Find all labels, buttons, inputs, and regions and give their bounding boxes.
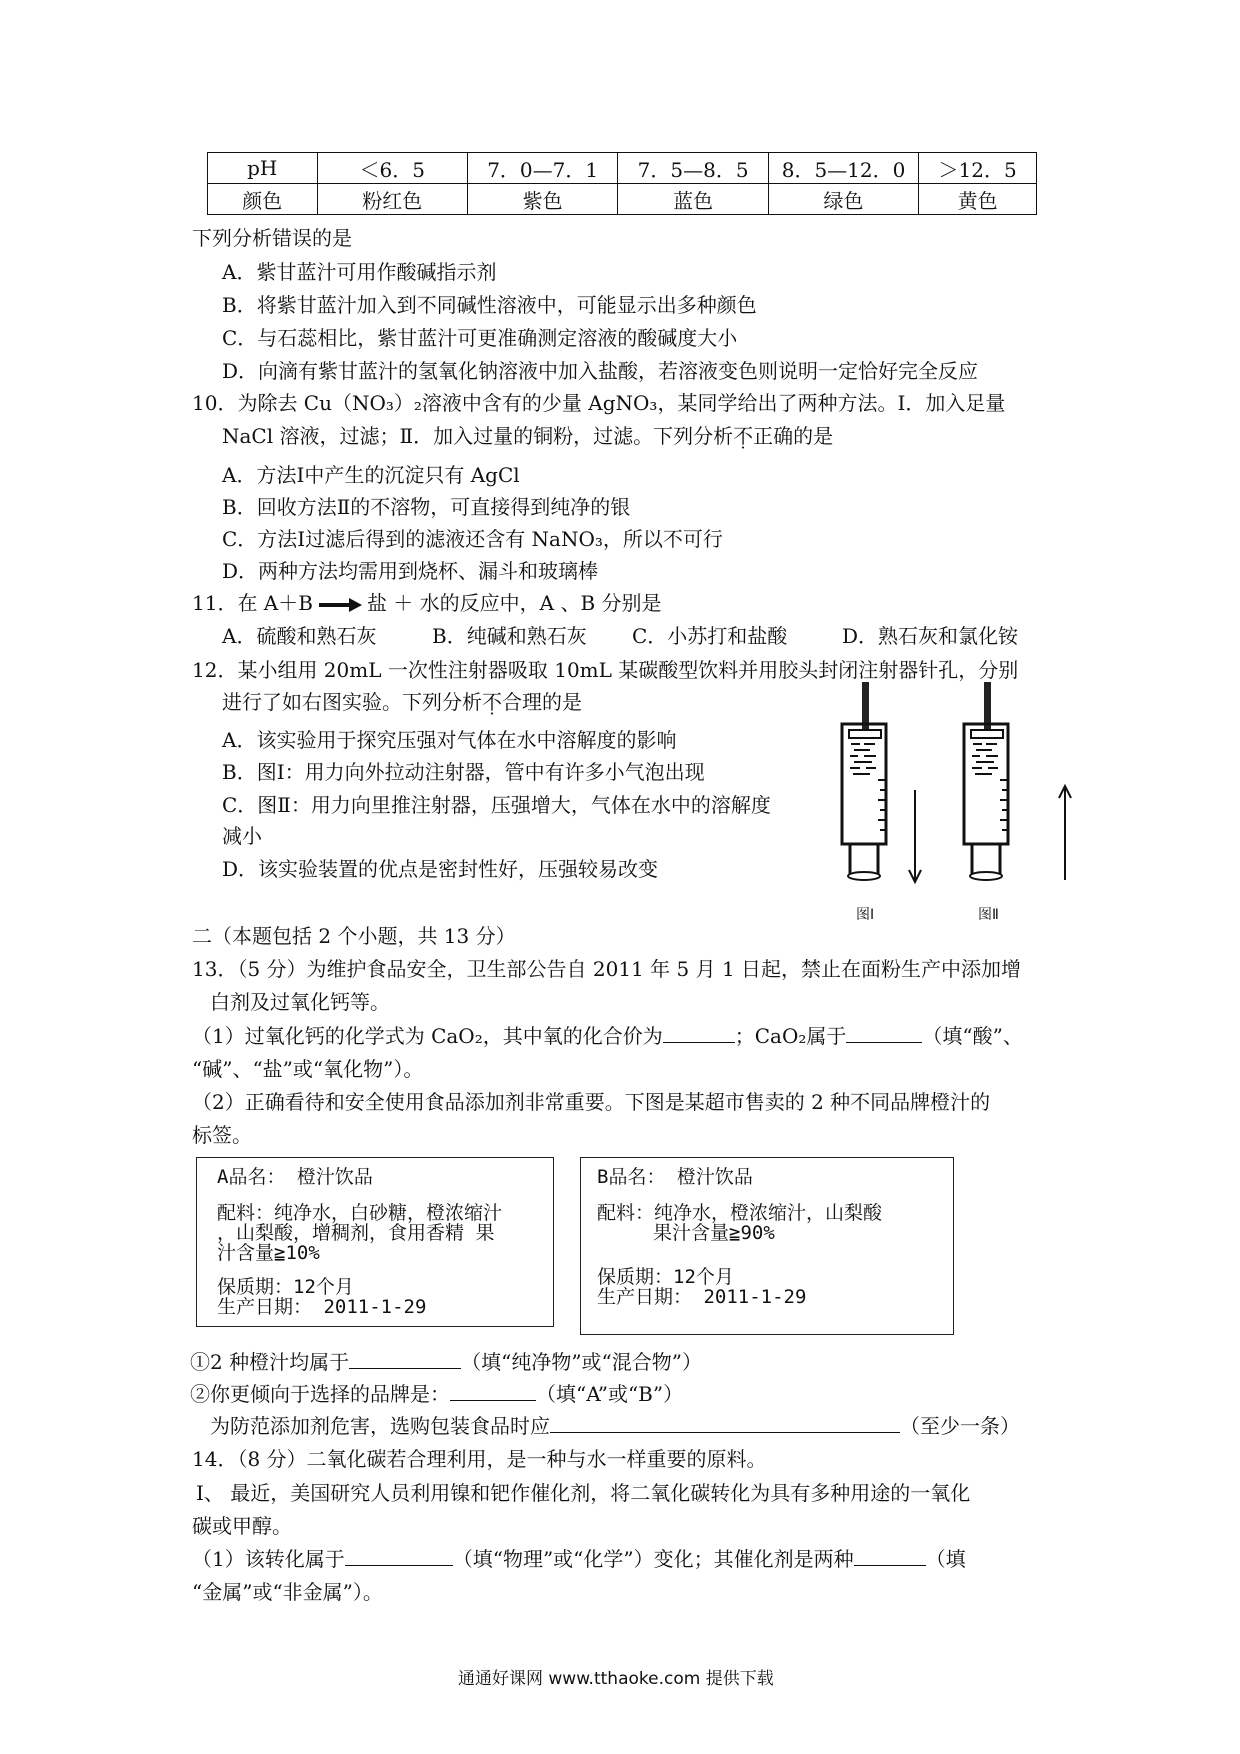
q13-part1-line2: “碱”、“盐”或“氧化物”）。 [192, 1057, 424, 1081]
q9-option-d: D．向滴有紫甘蓝汁的氢氧化钠溶液中加入盐酸，若溶液变色则说明一定恰好完全反应 [222, 359, 979, 383]
table-cell: 紫色 [467, 184, 617, 215]
label-b-ingredients-1: 配料：纯净水，橙浓缩汁，山梨酸 [597, 1202, 883, 1224]
q12-option-d: D．该实验装置的优点是密封性好，压强较易改变 [222, 857, 659, 881]
answer-blank[interactable] [450, 1382, 536, 1401]
answer-blank[interactable] [550, 1414, 900, 1433]
q11-option-a: A．硫酸和熟石灰 [222, 624, 377, 648]
q12-emphasis: 不 [482, 690, 502, 714]
q12-stem-text: 合理的是 [502, 690, 582, 714]
q13-text: （至少一条） [900, 1414, 1020, 1438]
q13-text: （填“酸”、 [922, 1024, 1023, 1048]
answer-blank[interactable] [345, 1547, 453, 1566]
table-cell: 7．5—8．5 [618, 153, 768, 184]
q10-stem-line2 [222, 420, 833, 449]
q10-option-d: D．两种方法均需用到烧杯、漏斗和玻璃棒 [222, 559, 599, 583]
ph-color-table [207, 152, 1037, 215]
q9-option-c: C．与石蕊相比，紫甘蓝汁可更准确测定溶液的酸碱度大小 [222, 326, 738, 350]
table-cell: ＞12．5 [919, 153, 1037, 184]
orange-juice-label-b [580, 1157, 954, 1335]
figure-2-caption: 图Ⅱ [978, 907, 999, 923]
q13-text: ②你更倾向于选择的品牌是： [190, 1382, 450, 1406]
page-footer: 通通好课网 www.tthaoke.com 提供下载 [458, 1669, 774, 1689]
q14-sub1-line2: “金属”或“非金属”）。 [192, 1580, 383, 1604]
table-cell: 颜色 [208, 184, 318, 215]
answer-blank[interactable] [854, 1547, 926, 1566]
label-b-name: B品名： 橙汁饮品 [597, 1166, 753, 1188]
q12-option-c-line2: 减小 [222, 824, 262, 848]
q13-text: （1）过氧化钙的化学式为 CaO₂，其中氧的化合价为 [192, 1024, 663, 1048]
q10-stem-line1: 10．为除去 Cu（NO₃）₂溶液中含有的少量 AgNO₃，某同学给出了两种方法。Ⅰ．加入足量 [192, 391, 1006, 415]
label-a-ingredients-2: ，山梨酸，增稠剂，食用香精 果 [217, 1222, 495, 1244]
q13-part2-line1: （2）正确看待和安全使用食品添加剂非常重要。下图是某超市售卖的 2 种不同品牌橙汁的 [192, 1090, 991, 1114]
q13-stem-line2: 白剂及过氧化钙等。 [210, 990, 390, 1014]
q13-sub2 [190, 1378, 683, 1407]
table-cell: pH [208, 153, 318, 184]
q11-stem-text: 盐 ＋ 水的反应中，A 、B 分别是 [366, 591, 662, 615]
q9-option-b: B．将紫甘蓝汁加入到不同碱性溶液中，可能显示出多种颜色 [222, 293, 757, 317]
q14-text: （填 [925, 1547, 966, 1571]
q13-text: （填“纯净物”或“混合物”） [461, 1350, 702, 1374]
q12-stem-line2 [222, 686, 582, 715]
label-a-shelf-life: 保质期：12个月 [217, 1276, 354, 1298]
q11-stem [192, 587, 662, 616]
q14-sub1 [192, 1543, 966, 1572]
label-a-ingredients-1: 配料：纯净水，白砂糖，橙浓缩汁 [217, 1202, 503, 1224]
syringe-1-icon [842, 682, 886, 880]
table-cell: 粉红色 [317, 184, 467, 215]
table-cell: 8．5—12．0 [768, 153, 918, 184]
arrow-down-icon [909, 790, 921, 882]
q10-option-a: A．方法Ⅰ中产生的沉淀只有 AgCl [222, 463, 520, 487]
syringe-figure [820, 680, 1090, 890]
q13-text: （填“A”或“B”） [536, 1382, 684, 1406]
q13-part1 [192, 1020, 1023, 1049]
answer-blank[interactable] [846, 1024, 922, 1043]
q11-stem-text: 11．在 A＋B [192, 591, 313, 615]
q14-text: （1）该转化属于 [192, 1547, 345, 1571]
table-row [208, 184, 1037, 215]
q10-emphasis: 不 [733, 424, 754, 448]
q12-stem-text: 进行了如右图实验。下列分析 [222, 690, 482, 714]
table-cell: 绿色 [768, 184, 918, 215]
answer-blank[interactable] [663, 1024, 735, 1043]
arrow-up-icon [1059, 786, 1071, 880]
q13-text: ；CaO₂属于 [734, 1024, 847, 1048]
label-b-ingredients-2: 果汁含量≧90% [653, 1222, 775, 1244]
orange-juice-label-a [196, 1157, 554, 1327]
q13-sub3 [210, 1410, 1020, 1439]
label-b-shelf-life: 保质期：12个月 [597, 1266, 734, 1288]
q13-sub1 [190, 1346, 702, 1375]
q10-stem-text: NaCl 溶液，过滤；Ⅱ．加入过量的铜粉，过滤。下列分析 [222, 424, 734, 448]
table-cell: 黄色 [919, 184, 1037, 215]
table-row [208, 153, 1037, 184]
q14-stem: 14．（8 分）二氧化碳若合理利用，是一种与水一样重要的原料。 [192, 1447, 767, 1471]
q13-part2-line2: 标签。 [192, 1123, 252, 1147]
q13-text: 为防范添加剂危害，选购包装食品时应 [210, 1414, 550, 1438]
q13-text: ①2 种橙汁均属于 [190, 1350, 350, 1374]
q12-option-c-line1: C．图Ⅱ：用力向里推注射器，压强增大，气体在水中的溶解度 [222, 793, 771, 817]
syringe-2-icon [964, 682, 1008, 880]
q13-stem-line1: 13．（5 分）为维护食品安全，卫生部公告自 2011 年 5 月 1 日起，禁止在面粉生产中添加增 [192, 957, 1022, 981]
q10-option-c: C．方法Ⅰ过滤后得到的滤液还含有 NaNO₃，所以不可行 [222, 527, 723, 551]
figure-1-caption: 图Ⅰ [856, 907, 875, 923]
q11-option-c: C．小苏打和盐酸 [632, 624, 788, 648]
q10-stem-text: 正确的是 [753, 424, 834, 448]
q12-stem-line1: 12．某小组用 20mL 一次性注射器吸取 10mL 某碳酸型饮料并用胶头封闭注射器针孔，分别 [192, 658, 1019, 682]
q10-option-b: B．回收方法Ⅱ的不溶物，可直接得到纯净的银 [222, 495, 631, 519]
q9-option-a: A．紫甘蓝汁可用作酸碱指示剂 [222, 260, 497, 284]
table-cell: ＜6．5 [317, 153, 467, 184]
label-a-name: A品名： 橙汁饮品 [217, 1166, 373, 1188]
table-cell: 蓝色 [618, 184, 768, 215]
q12-option-b: B．图Ⅰ：用力向外拉动注射器，管中有许多小气泡出现 [222, 760, 705, 784]
table-cell: 7．0—7．1 [467, 153, 617, 184]
label-b-production-date: 生产日期： 2011-1-29 [597, 1286, 807, 1308]
q14-part1-line2: 碳或甲醇。 [192, 1514, 292, 1538]
q14-part1-line1: Ⅰ、 最近，美国研究人员利用镍和钯作催化剂，将二氧化碳转化为具有多种用途的一氧化 [196, 1481, 971, 1505]
label-a-ingredients-3: 汁含量≧10% [217, 1242, 320, 1264]
q11-option-d: D．熟石灰和氯化铵 [842, 624, 1019, 648]
q14-text: （填“物理”或“化学”）变化；其催化剂是两种 [452, 1547, 854, 1571]
q11-option-b: B．纯碱和熟石灰 [432, 624, 587, 648]
answer-blank[interactable] [349, 1350, 461, 1369]
label-a-production-date: 生产日期： 2011-1-29 [217, 1296, 427, 1318]
right-arrow-icon [317, 597, 363, 613]
section-heading: 二（本题包括 2 个小题，共 13 分） [192, 924, 516, 948]
q12-option-a: A．该实验用于探究压强对气体在水中溶解度的影响 [222, 728, 677, 752]
q9-stem: 下列分析错误的是 [192, 226, 352, 250]
